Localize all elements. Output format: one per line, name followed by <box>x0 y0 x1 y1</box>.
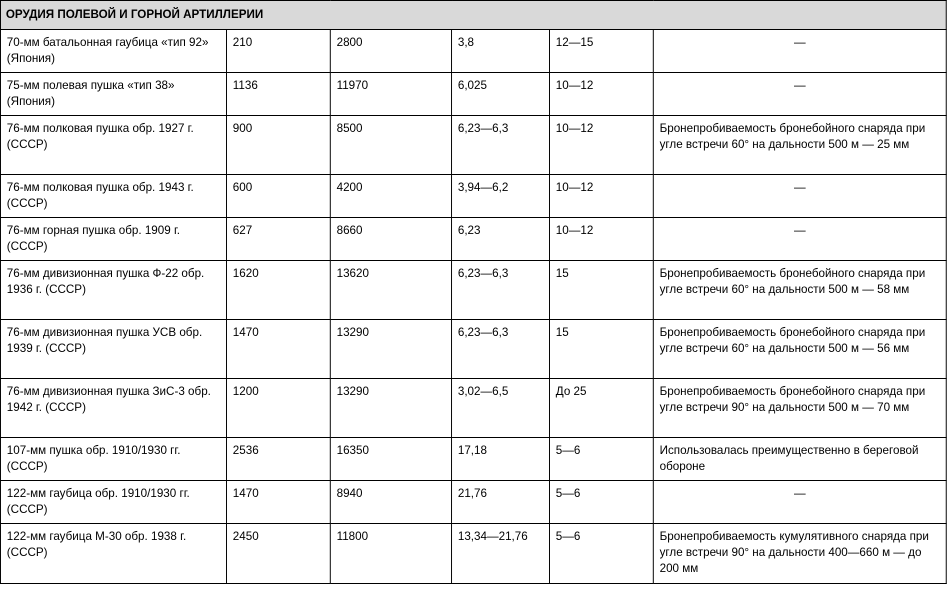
table-row <box>0 116 946 175</box>
value-cell-1: 1200 <box>226 379 330 438</box>
note-cell: Бронепробиваемость бронебойного снаряда при угле встречи 90° на дальности 500 м — 70 мм <box>653 379 946 438</box>
gun-name-cell: 76-мм дивизионная пушка Ф-22 обр. 1936 г. (СССР) <box>0 261 226 320</box>
value-cell-2: 13620 <box>330 261 451 320</box>
gun-name-cell: 107-мм пушка обр. 1910/1930 гг. (СССР) <box>0 438 226 481</box>
section-header-row <box>0 1 946 30</box>
table-row <box>0 481 946 524</box>
value-cell-4: 10—12 <box>550 175 654 218</box>
table-row <box>0 218 946 261</box>
gun-name-cell: 76-мм полковая пушка обр. 1927 г. (СССР) <box>0 116 226 175</box>
value-cell-1: 1470 <box>226 481 330 524</box>
value-cell-3: 13,34—21,76 <box>452 524 550 584</box>
value-cell-2: 8500 <box>330 116 451 175</box>
value-cell-2: 4200 <box>330 175 451 218</box>
value-cell-2: 8660 <box>330 218 451 261</box>
value-cell-4: До 25 <box>550 379 654 438</box>
value-cell-3: 21,76 <box>452 481 550 524</box>
gun-name-cell: 75-мм полевая пушка «тип 38» (Япония) <box>0 73 226 116</box>
gun-name-cell: 76-мм горная пушка обр. 1909 г. (СССР) <box>0 218 226 261</box>
value-cell-2: 13290 <box>330 379 451 438</box>
value-cell-4: 10—12 <box>550 218 654 261</box>
value-cell-1: 900 <box>226 116 330 175</box>
table-row <box>0 320 946 379</box>
value-cell-1: 1470 <box>226 320 330 379</box>
value-cell-4: 15 <box>550 261 654 320</box>
value-cell-2: 8940 <box>330 481 451 524</box>
value-cell-3: 6,025 <box>452 73 550 116</box>
value-cell-4: 15 <box>550 320 654 379</box>
value-cell-1: 2450 <box>226 524 330 584</box>
value-cell-4: 5—6 <box>550 524 654 584</box>
note-cell: — <box>653 30 946 73</box>
value-cell-3: 6,23—6,3 <box>452 320 550 379</box>
gun-name-cell: 122-мм гаубица обр. 1910/1930 гг. (СССР) <box>0 481 226 524</box>
note-cell: Использовалась преимущественно в береговой обороне <box>653 438 946 481</box>
value-cell-4: 12—15 <box>550 30 654 73</box>
table-row <box>0 73 946 116</box>
gun-name-cell: 76-мм дивизионная пушка ЗиС-3 обр. 1942 г. (СССР) <box>0 379 226 438</box>
value-cell-2: 16350 <box>330 438 451 481</box>
note-cell: Бронепробиваемость бронебойного снаряда при угле встречи 60° на дальности 500 м — 58 мм <box>653 261 946 320</box>
note-cell: — <box>653 175 946 218</box>
value-cell-3: 17,18 <box>452 438 550 481</box>
table-row <box>0 175 946 218</box>
note-cell: — <box>653 481 946 524</box>
value-cell-3: 6,23—6,3 <box>452 261 550 320</box>
gun-name-cell: 122-мм гаубица М-30 обр. 1938 г. (СССР) <box>0 524 226 584</box>
value-cell-1: 1136 <box>226 73 330 116</box>
note-cell: — <box>653 218 946 261</box>
value-cell-4: 10—12 <box>550 116 654 175</box>
value-cell-2: 13290 <box>330 320 451 379</box>
value-cell-2: 2800 <box>330 30 451 73</box>
table-row <box>0 438 946 481</box>
value-cell-3: 3,94—6,2 <box>452 175 550 218</box>
value-cell-1: 210 <box>226 30 330 73</box>
value-cell-3: 6,23 <box>452 218 550 261</box>
value-cell-3: 3,8 <box>452 30 550 73</box>
value-cell-3: 6,23—6,3 <box>452 116 550 175</box>
table-row <box>0 524 946 584</box>
table-row <box>0 30 946 73</box>
value-cell-1: 1620 <box>226 261 330 320</box>
gun-name-cell: 76-мм полковая пушка обр. 1943 г. (СССР) <box>0 175 226 218</box>
gun-name-cell: 70-мм батальонная гаубица «тип 92» (Япония) <box>0 30 226 73</box>
table-row <box>0 261 946 320</box>
value-cell-2: 11800 <box>330 524 451 584</box>
section-title: ОРУДИЯ ПОЛЕВОЙ И ГОРНОЙ АРТИЛЛЕРИИ <box>0 1 946 30</box>
value-cell-1: 627 <box>226 218 330 261</box>
table-row <box>0 379 946 438</box>
note-cell: — <box>653 73 946 116</box>
value-cell-2: 11970 <box>330 73 451 116</box>
note-cell: Бронепробиваемость кумулятивного снаряда при угле встречи 90° на дальности 400—660 м — до 200 мм <box>653 524 946 584</box>
value-cell-4: 5—6 <box>550 481 654 524</box>
value-cell-1: 600 <box>226 175 330 218</box>
note-cell: Бронепробиваемость бронебойного снаряда при угле встречи 60° на дальности 500 м — 25 мм <box>653 116 946 175</box>
value-cell-3: 3,02—6,5 <box>452 379 550 438</box>
value-cell-4: 10—12 <box>550 73 654 116</box>
gun-name-cell: 76-мм дивизионная пушка УСВ обр. 1939 г. (СССР) <box>0 320 226 379</box>
value-cell-4: 5—6 <box>550 438 654 481</box>
value-cell-1: 2536 <box>226 438 330 481</box>
note-cell: Бронепробиваемость бронебойного снаряда при угле встречи 60° на дальности 500 м — 56 мм <box>653 320 946 379</box>
